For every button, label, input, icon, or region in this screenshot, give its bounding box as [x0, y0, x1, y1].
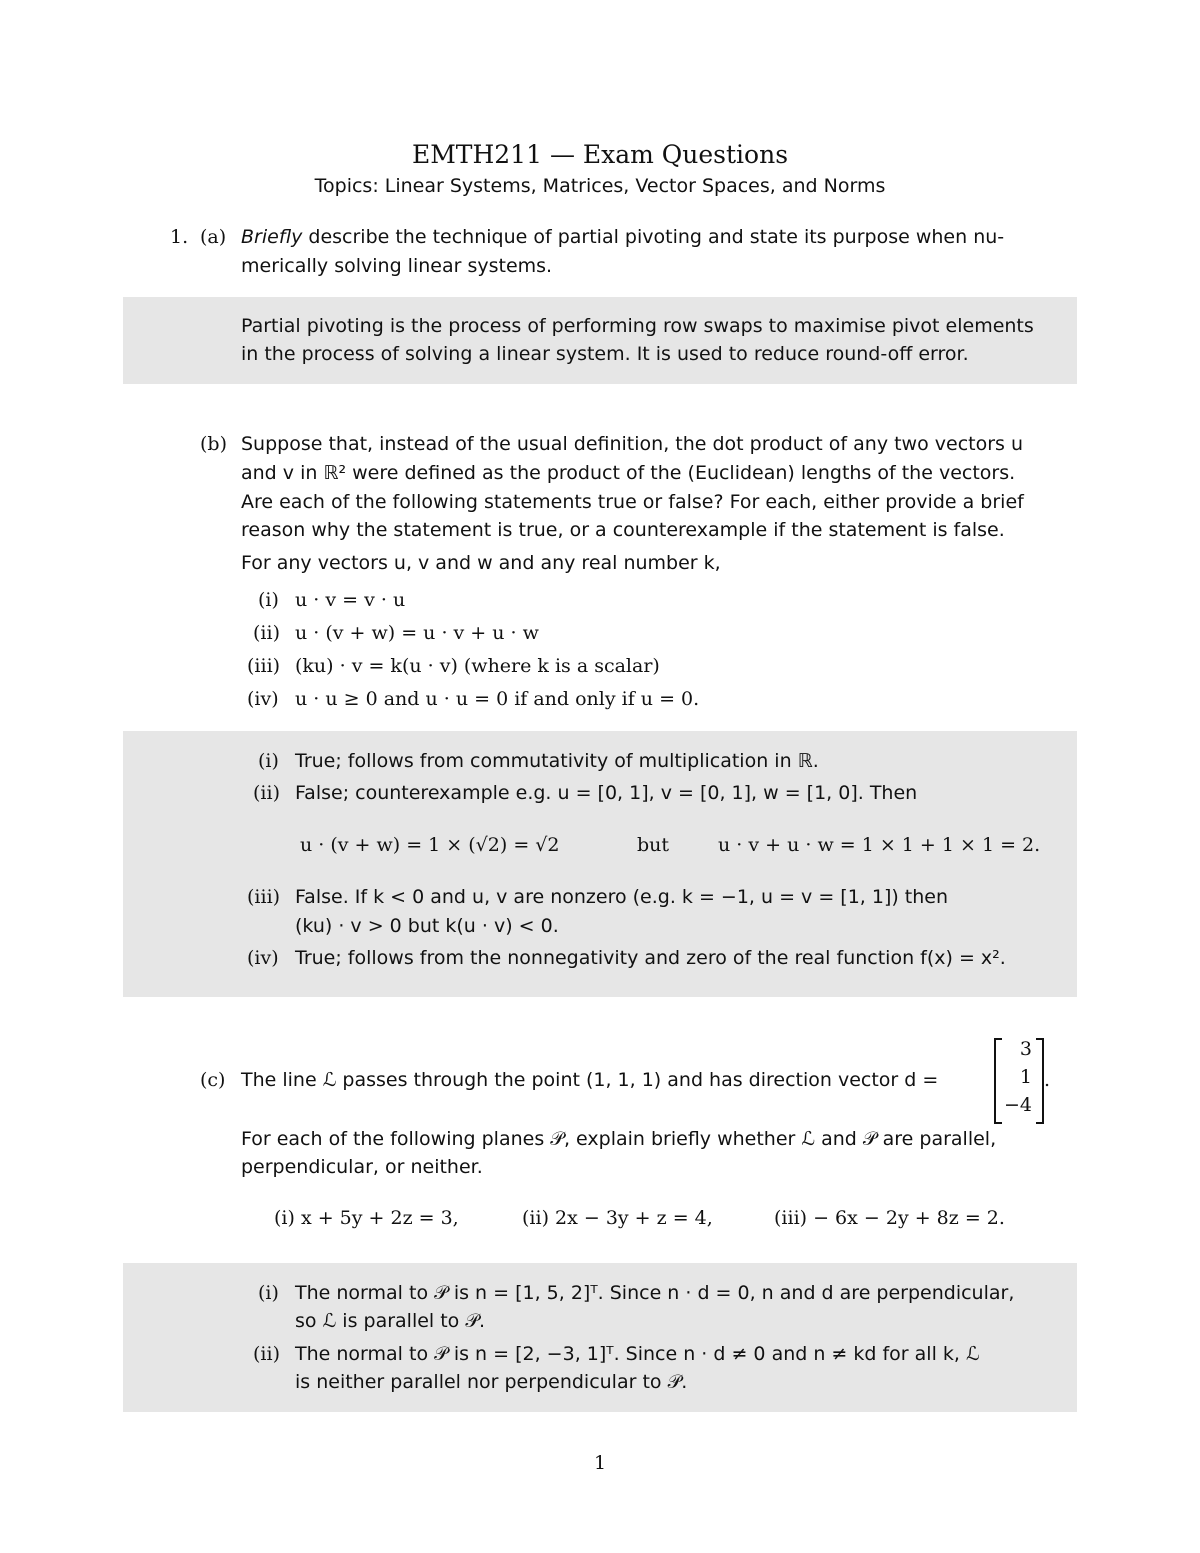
part-c-label: (c): [200, 1069, 226, 1091]
part-b-question-line-1: Suppose that, instead of the usual definition, the dot product of any two vectors u: [241, 433, 1024, 455]
answer-a-line-2: in the process of solving a linear system. It is used to reduce round-off error.: [241, 343, 969, 365]
answer-c-i-line-1: The normal to 𝒫 is n = [1, 5, 2]ᵀ. Since n · d = 0, n and d are perpendicular,: [295, 1282, 1015, 1304]
answer-box-c: [123, 1263, 1077, 1412]
answer-box-b: [123, 731, 1077, 997]
direction-vector-matrix: [994, 1038, 1044, 1124]
answer-b-ii: False; counterexample e.g. u = [0, 1], v = [0, 1], w = [1, 0]. Then: [295, 782, 918, 804]
answer-c-i-number: (i): [258, 1282, 279, 1304]
answer-c-ii-line-2: is neither parallel nor perpendicular to 𝒫.: [295, 1371, 688, 1393]
part-b-question-line-4: reason why the statement is true, or a counterexample if the statement is false.: [241, 519, 1005, 541]
part-a-label: (a): [200, 226, 227, 248]
part-a-question-line-1: [241, 223, 1004, 252]
statement-ii: u · (v + w) = u · v + u · w: [295, 622, 539, 644]
part-c-question-line-3: perpendicular, or neither.: [241, 1156, 483, 1178]
answer-b-ii-number: (ii): [253, 782, 280, 804]
vector-period: .: [1044, 1069, 1051, 1091]
plane-i: (i) x + 5y + 2z = 3,: [274, 1207, 459, 1229]
answer-b-ii-equation-but: but: [637, 834, 670, 856]
answer-b-ii-equation-left: u · (v + w) = 1 × (√2) = √2: [300, 834, 560, 856]
statement-iii: (ku) · v = k(u · v) (where k is a scalar): [295, 655, 660, 677]
part-b-lead: For any vectors u, v and w and any real number k,: [241, 552, 721, 574]
answer-b-i: True; follows from commutativity of multiplication in ℝ.: [295, 750, 819, 772]
statement-iii-number: (iii): [247, 655, 281, 677]
page-subtitle: Topics: Linear Systems, Matrices, Vector Spaces, and Norms: [314, 175, 886, 197]
part-b-label: (b): [200, 433, 227, 455]
plane-ii: (ii) 2x − 3y + z = 4,: [522, 1207, 713, 1229]
part-c-question-line-1: The line ℒ passes through the point (1, 1, 1) and has direction vector d =: [241, 1069, 939, 1091]
answer-b-iv: True; follows from the nonnegativity and zero of the real function f(x) = x².: [295, 947, 1006, 969]
plane-iii: (iii) − 6x − 2y + 8z = 2.: [774, 1207, 1005, 1229]
part-a-question-line-2: merically solving linear systems.: [241, 255, 553, 277]
part-c-question-line-2: For each of the following planes 𝒫, explain briefly whether ℒ and 𝒫 are parallel,: [241, 1128, 997, 1150]
answer-b-ii-equation-right: u · v + u · w = 1 × 1 + 1 × 1 = 2.: [718, 834, 1041, 856]
answer-b-iii-line-1: False. If k < 0 and u, v are nonzero (e.g. k = −1, u = v = [1, 1]) then: [295, 886, 949, 908]
part-a-question-line-1-rest: describe the technique of partial pivoting and state its purpose when nu-: [302, 226, 1005, 248]
answer-c-i-line-2: so ℒ is parallel to 𝒫.: [295, 1310, 486, 1332]
question-number: 1.: [170, 226, 189, 248]
statement-iv-number: (iv): [247, 688, 279, 710]
answer-b-iv-number: (iv): [247, 947, 279, 969]
statement-i-number: (i): [258, 589, 279, 611]
vector-entry-2: 1: [1019, 1066, 1032, 1088]
answer-a-line-1: Partial pivoting is the process of performing row swaps to maximise pivot elements: [241, 315, 1034, 337]
answer-b-iii-line-2: (ku) · v > 0 but k(u · v) < 0.: [295, 915, 559, 937]
vector-entry-1: 3: [1019, 1038, 1032, 1060]
statement-i: u · v = v · u: [295, 589, 406, 611]
answer-b-iii-number: (iii): [247, 886, 281, 908]
statement-iv: u · u ≥ 0 and u · u = 0 if and only if u = 0.: [295, 688, 700, 710]
answer-c-ii-number: (ii): [253, 1343, 280, 1365]
part-a-emphasis: Briefly: [241, 226, 303, 248]
vector-entry-3: −4: [1003, 1094, 1032, 1116]
answer-box-a: [123, 297, 1077, 384]
part-b-question-line-3: Are each of the following statements true or false? For each, either provide a brief: [241, 491, 1024, 513]
page-number: 1: [593, 1452, 607, 1474]
answer-c-ii-line-1: The normal to 𝒫 is n = [2, −3, 1]ᵀ. Since n · d ≠ 0 and n ≠ kd for all k, ℒ: [295, 1343, 980, 1365]
part-b-question-line-2: and v in ℝ² were defined as the product of the (Euclidean) lengths of the vectors.: [241, 462, 1016, 484]
statement-ii-number: (ii): [253, 622, 280, 644]
answer-b-i-number: (i): [258, 750, 279, 772]
page-title: EMTH211 — Exam Questions: [411, 140, 789, 169]
